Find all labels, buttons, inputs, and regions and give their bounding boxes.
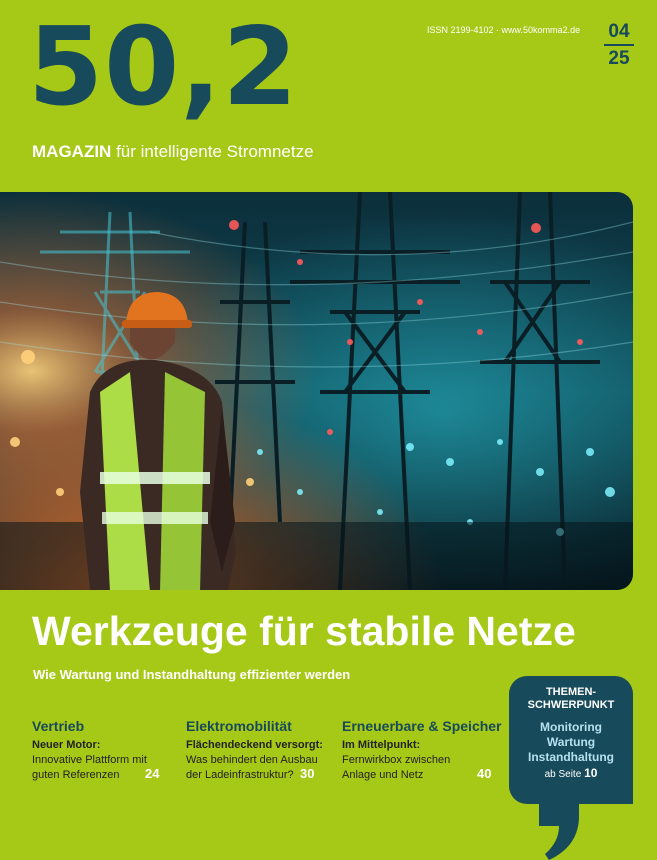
topic-teaser xyxy=(342,718,502,783)
issue-number: 04 xyxy=(608,21,630,42)
focus-items xyxy=(509,720,633,765)
topic-page-number: 24 xyxy=(145,766,160,781)
focus-heading-line: THEMEN- xyxy=(545,686,597,698)
issn-line: ISSN 2199-4102 · www.50komma2.de xyxy=(427,25,581,35)
topic-teaser xyxy=(186,718,323,783)
topic-line: Was behindert den Ausbau xyxy=(186,754,318,766)
worker-at-substation-illustration xyxy=(0,192,633,590)
cover-deck: Wie Wartung und Instandhaltung effizienter werden xyxy=(33,667,351,682)
focus-heading-line: SCHWERPUNKT xyxy=(527,699,615,711)
focus-page-number: 10 xyxy=(584,766,598,780)
focus-page-ref xyxy=(509,766,633,780)
issue-badge xyxy=(604,21,634,69)
focus-text xyxy=(509,686,633,780)
topic-line: der Ladeinfrastruktur? xyxy=(186,769,294,781)
focus-item: Monitoring xyxy=(540,720,602,734)
comma-tail-shape xyxy=(539,776,579,860)
topic-lead: Flächendeckend versorgt: xyxy=(186,739,323,751)
issue-divider xyxy=(604,44,634,46)
topic-lead: Im Mittelpunkt: xyxy=(342,739,421,751)
subtitle-rest: für intelligente Stromnetze xyxy=(116,142,314,161)
focus-topic-box xyxy=(509,676,633,860)
topic-category: Elektromobilität xyxy=(186,718,292,734)
focus-item: Wartung xyxy=(546,735,596,749)
subtitle-strong: MAGAZIN xyxy=(32,142,112,161)
topic-lead: Neuer Motor: xyxy=(32,739,101,751)
topic-page-number: 40 xyxy=(477,766,492,781)
topic-teaser xyxy=(32,718,160,783)
topic-category: Vertrieb xyxy=(32,718,85,734)
magazine-logo: 50,2 xyxy=(28,5,299,130)
issue-year: 25 xyxy=(608,48,630,69)
magazine-subtitle xyxy=(32,142,314,162)
focus-page-label: ab Seite xyxy=(544,769,582,780)
topic-line: Innovative Plattform mit xyxy=(32,754,147,766)
cover-headline: Werkzeuge für stabile Netze xyxy=(32,608,576,654)
topic-line: Anlage und Netz xyxy=(342,769,424,781)
topic-line: Fernwirkbox zwischen xyxy=(342,754,451,766)
topic-category: Erneuerbare & Speicher xyxy=(342,718,502,734)
cover-photo xyxy=(0,192,633,590)
topic-page-number: 30 xyxy=(300,766,315,781)
focus-item: Instandhaltung xyxy=(528,750,614,764)
topic-line: guten Referenzen xyxy=(32,769,120,781)
